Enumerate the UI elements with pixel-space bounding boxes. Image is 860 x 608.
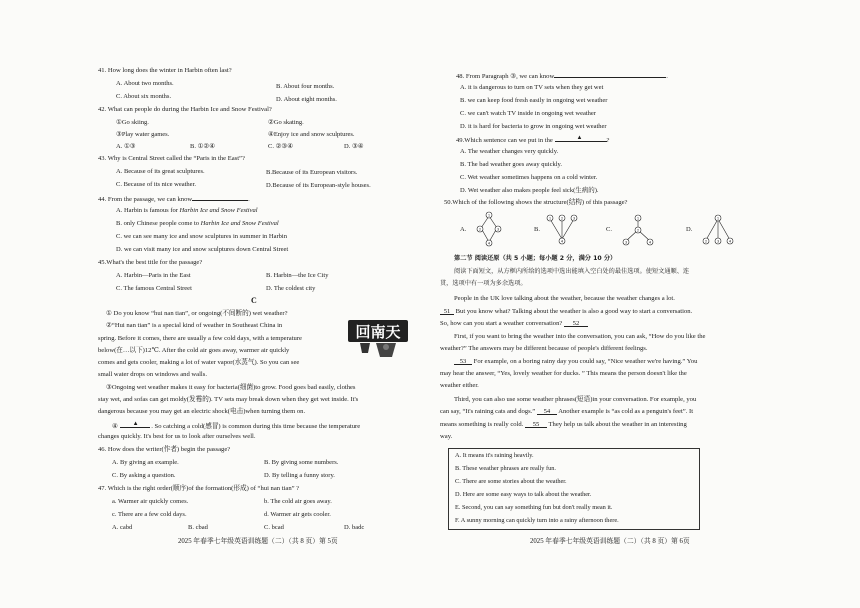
passage-c-p3b: stay wet, and sofas can get moldy(发霉的). TV sets may break down when they get wet inside. It's [98,396,359,403]
page-footer-right: 2025 年春季七年级英语训练题（二）（共 8 页）第 6页 [530,538,690,545]
q50-option-c: C. [606,226,612,233]
svg-text:2: 2 [636,228,640,233]
passage-line-2 [440,308,692,316]
q49-stem-text: 49.Which sentence can we put in the [456,137,553,144]
q47-option-a: A. cabd [112,524,133,531]
svg-text:1: 1 [487,213,491,218]
q41-stem: 41. How long does the winter in Harbin often last? [98,67,232,74]
q49-stem-end: ? [606,137,610,144]
section2-instructions-2: 贯，选项中有一项为多余选项。 [440,280,527,287]
q44-option-b-italic: Harbin Ice and Snow Festival [200,220,279,227]
svg-text:2: 2 [704,239,708,244]
passage-line-4: First, if you want to bring the weather into the conversation, you can ask, “How do you like the [454,333,706,340]
passage-c-p4b-text: . So catching a cold(感冒) is common during this time because the temperature [151,423,361,430]
q44-option-b-text: B. only Chinese people come to [116,220,201,227]
passage-c-p3c: dangerous because you may get an electric shock(电击)when turning them on. [98,408,306,415]
blank-52: 52 [564,320,588,327]
q47-option-d: D. badc [344,524,365,531]
passage-line-11-text-b: They help us talk about the weather in an interesting [548,421,687,428]
q42-item-4: ④Enjoy ice and snow sculptures. [268,131,355,138]
q49-option-c: C. Wet weather sometimes happens on a cold winter. [460,174,598,181]
options-box [448,448,700,530]
svg-text:1: 1 [636,216,640,221]
q42-item-2: ②Go skating. [268,119,304,126]
structure-diagram-d [698,212,738,248]
q42-option-a: A. ①③ [116,143,136,150]
structure-diagram-a [472,210,506,250]
q50-option-a: A. [460,226,467,233]
box-option-f: F. A sunny morning can quickly turn into a rainy afternoon there. [455,517,619,524]
section2-instructions-1: 阅读下面短文，从方框内所给的选项中选出能填入空白处的最佳选项。使短文通顺、连 [454,268,690,275]
q49-option-d: D. Wet weather also makes people feel sick(生病的). [460,187,599,194]
q43-option-a: A. Because of its great sculptures. [116,168,205,175]
passage-c-p1: ① Do you know “hui nan tian”, or ongoing(不间断的) wet weather? [106,310,288,317]
passage-line-9: Third, you can also use some weather phrases(短语)in your conversation. For example, you [454,396,697,403]
q46-option-b: B. By giving some numbers. [264,459,339,466]
stamp-text: 回南天 [355,323,401,341]
q42-item-1: ①Go skiing. [116,119,149,126]
svg-text:3: 3 [496,227,500,232]
q47-option-c: C. bcad [264,524,284,531]
passage-line-5: weather?” The answers may be different because of people's different feelings. [440,345,648,352]
passage-c-p2e: small water drops on windows and walls. [98,371,207,378]
q48-option-d: D. it is hard for bacteria to grow in ongoing wet weather [460,123,607,130]
blank-54: 54 [537,408,557,415]
passage-line-8: weather either. [440,382,479,389]
svg-text:2: 2 [560,216,564,221]
passage-line-1: People in the UK love talking about the weather, because the weather changes a lot. [454,295,675,302]
passage-line-3-text: So, how can you start a weather conversation? [440,320,563,327]
q44-stem: 44. From the passage, we can know . [98,196,250,203]
page-footer-left: 2025 年春季七年级英语训练题（二）（共 8 页）第 5页 [178,538,338,545]
svg-text:4: 4 [487,241,491,246]
q47-item-c: c. There are a few cold days. [112,511,187,518]
answer-blank [554,71,666,78]
svg-text:3: 3 [624,240,628,245]
q50-stem: 50.Which of the following shows the structure(结构) of this passage? [444,199,628,206]
q50-option-b: B. [534,226,540,233]
q47-item-d: d. Warmer air gets cooler. [264,511,331,518]
q44-option-c: C. we can see many ice and snow sculptures in summer in Harbin [116,233,287,240]
section2-title: 第二节 阅读还原（共 5 小题；每小题 2 分，满分 10 分） [454,255,617,262]
passage-line-11 [440,421,687,429]
box-option-e: E. Second, you can say something fun but don't really mean it. [455,504,613,511]
q42-option-b: B. ①②④ [190,143,216,150]
blank-55: 55 [525,421,547,428]
q45-option-c: C. The famous Central Street [116,285,192,292]
svg-text:4: 4 [648,240,652,245]
q44-option-d: D. we can visit many ice and snow sculptures down Central Street [116,246,289,253]
q46-option-c: C. By asking a question. [112,472,176,479]
passage-line-11-text-a: means something is really cold. [440,421,524,428]
q44-option-a [116,207,258,215]
triangle-icon: ▲ [132,421,139,427]
q41-option-c: C. About six months. [116,93,172,100]
passage-line-10 [440,408,693,416]
q42-stem: 42. What can people do during the Harbin Ice and Snow Festival? [98,106,272,113]
q44-option-a-text: A. Harbin is famous for [116,207,180,214]
q45-stem: 45.What's the best title for the passage? [98,259,203,266]
q41-option-d: D. About eight months. [276,96,337,103]
passage-line-2-text: But you know what? Talking about the weather is also a good way to start a conversation. [455,308,693,315]
svg-text:3: 3 [572,216,576,221]
q43-option-c: C. Because of its nice weather. [116,181,196,188]
passage-c-p2c: below(在…以下)12℃. After the cold air goes away, warmer air quickly [98,347,290,354]
q44-option-a-italic: Harbin Ice and Snow Festival [179,207,258,214]
svg-text:3: 3 [716,239,720,244]
svg-text:2: 2 [478,227,482,232]
passage-c-p4c: changes quickly. It's best for us to look after ourselves well. [98,433,256,440]
svg-text:4: 4 [728,239,732,244]
passage-line-3 [440,320,588,328]
q43-option-b: B.Because of its European visitors. [266,169,358,176]
q46-stem: 46. How does the writer(作者) begin the passage? [98,446,231,453]
svg-text:1: 1 [716,216,720,221]
q48-stem-text: 48. From Paragraph ③, we can know [456,73,555,80]
passage-c-p3a: ③Ongoing wet weather makes it easy for bacteria(细菌)to grow. Food goes bad easily, clothes [106,384,356,391]
passage-line-12: way. [440,433,453,440]
q42-option-c: C. ②③④ [268,143,294,150]
svg-text:4: 4 [560,239,564,244]
structure-diagram-b [542,212,582,248]
section-c-heading: C [251,296,257,305]
blank-53: 53 [454,358,472,365]
q50-option-d: D. [686,226,693,233]
box-option-b: B. These weather phrases are really fun. [455,465,556,472]
blank-51: 51 [440,308,454,315]
passage-c-p4a [112,421,360,431]
q42-item-3: ③Play water games. [116,131,170,138]
paragraph-number-4: ④ [112,423,118,430]
q49-option-a: A. The weather changes very quickly. [460,148,559,155]
passage-c-p2a: ②“Hui nan tian” is a special kind of weather in Southeast China in [106,322,283,329]
structure-diagram-c [618,212,658,248]
q45-option-d: D. The coldest city [266,285,316,292]
hui-nan-tian-illustration [346,317,410,361]
q45-option-a: A. Harbin—Paris in the East [116,272,191,279]
q47-item-b: b. The cold air goes away. [264,498,332,505]
q47-stem: 47. Which is the right order(顺序)of the formation(形成) of “hui nan tian” ? [98,485,300,492]
q44-stem-text: 44. From the passage, we can know [98,196,193,203]
q44-option-b [116,220,279,228]
q42-option-d: D. ③④ [344,143,364,150]
passage-line-6 [454,358,697,366]
q49-option-b: B. The bad weather goes away quickly. [460,161,562,168]
q48-option-c: C. we can't watch TV inside in ongoing wet weather [460,110,596,117]
q49-stem [456,135,609,145]
box-option-a: A. It means it's raining heavily. [455,452,534,459]
passage-c-p2b: spring. Before it comes, there are usually a few cold days, with a temperature [98,335,302,342]
q41-option-b: B. About four months. [276,83,335,90]
answer-blank-49 [120,421,150,428]
q45-option-b: B. Harbin—the Ice City [266,272,329,279]
svg-text:1: 1 [548,216,552,221]
passage-line-10-text-b: Another example is “as cold as a penguin's feet”. It [558,408,694,415]
q47-item-a: a. Warmer air quickly comes. [112,498,189,505]
box-option-d: D. Here are some easy ways to talk about the weather. [455,491,592,498]
q46-option-a: A. By giving an example. [112,459,179,466]
q47-option-b: B. cbad [188,524,208,531]
q48-stem: 48. From Paragraph ③, we can know . [456,73,668,80]
q48-option-b: B. we can keep food fresh easily in ongoing wet weather [460,97,608,104]
passage-c-p2d: comes and gets cooler, making a lot of water vapor(水蒸气). So you can see [98,359,300,366]
q43-stem: 43. Why is Central Street called the “Paris in the East”? [98,155,245,162]
box-option-c: C. There are some stories about the weather. [455,478,567,485]
answer-blank [192,194,248,201]
passage-line-7: may hear the answer, “Yes, lovely weather for ducks. ” This means the person doesn't like the [440,370,687,377]
answer-blank [555,135,607,142]
passage-line-6-text: For example, on a boring rainy day you could say, “Nice weather we're having.” You [473,358,698,365]
triangle-icon: ▲ [576,135,583,141]
q43-option-d: D.Because of its European-style houses. [266,182,371,189]
q48-option-a: A. it is dangerous to turn on TV sets when they get wet [460,84,604,91]
q41-option-a: A. About two months. [116,80,174,87]
passage-line-10-text-a: can say, “It's raining cats and dogs.” [440,408,536,415]
q46-option-d: D. By telling a funny story. [264,472,335,479]
